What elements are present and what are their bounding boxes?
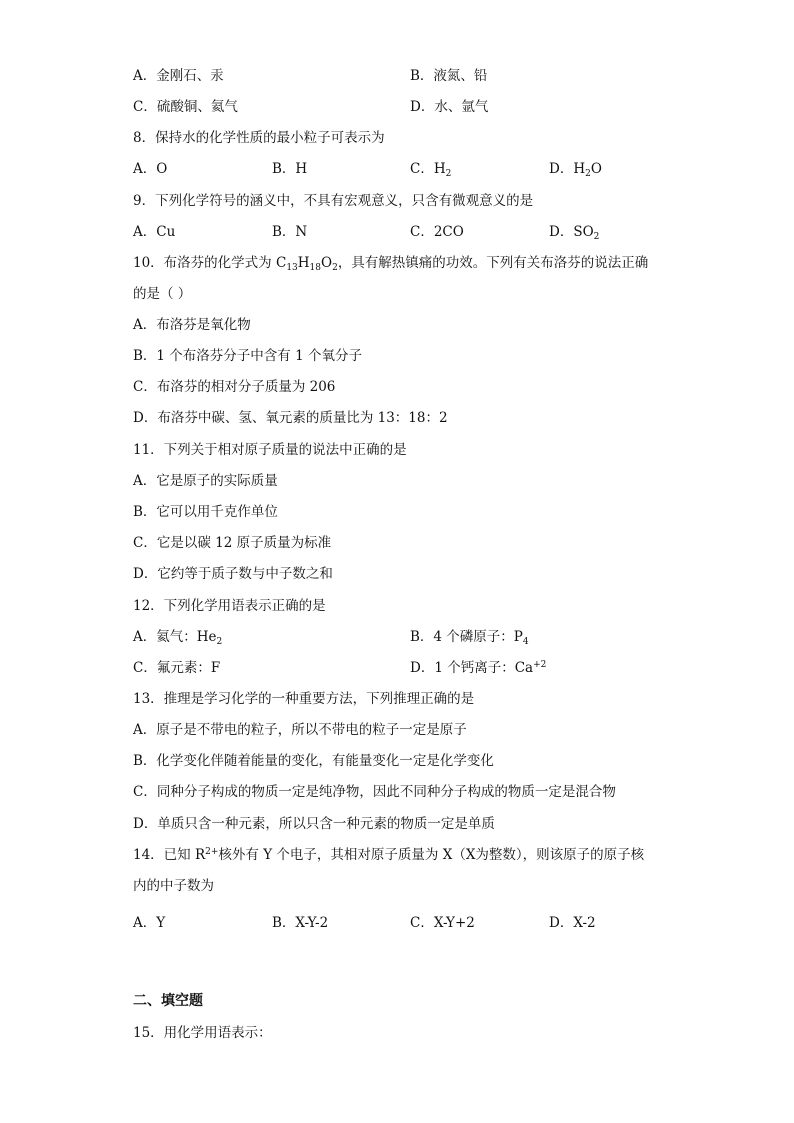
q14-option-c: C．X-Y+2 xyxy=(410,915,475,931)
q8-option-b: B．H xyxy=(272,161,308,177)
q14-stem-line2: 内的中子数为 xyxy=(133,878,214,894)
q12-option-d: D．1 个钙离子：$Ca^{+2}$ xyxy=(410,660,547,676)
q14-option-d: D．X-2 xyxy=(549,915,596,931)
q15-stem: 15．用化学用语表示： xyxy=(133,1025,272,1041)
q7-option-a: A．金刚石、汞 xyxy=(133,68,224,84)
q14-option-a: A．Y xyxy=(133,915,166,931)
q9-option-c: C．2CO xyxy=(410,224,464,240)
q13-option-d: D．单质只含一种元素，所以只含一种元素的物质一定是单质 xyxy=(133,816,495,832)
q14-option-b: B．X-Y-2 xyxy=(272,915,329,931)
q11-option-c: C．它是以碳 12 原子质量为标准 xyxy=(133,535,332,551)
q13-option-c: C．同种分子构成的物质一定是纯净物，因此不同种分子构成的物质一定是混合物 xyxy=(133,784,616,800)
q12-option-b: B．4 个磷原子：$P_4$ xyxy=(410,629,529,647)
q8-option-d: D．$H_2O$ xyxy=(549,161,602,179)
q9-stem: 9．下列化学符号的涵义中，不具有宏观意义，只含有微观意义的是 xyxy=(133,193,534,209)
q10-option-b: B．1 个布洛芬分子中含有 1 个氧分子 xyxy=(133,348,362,364)
q10-option-c: C．布洛芬的相对分子质量为 206 xyxy=(133,379,336,395)
q11-stem: 11．下列关于相对原子质量的说法中正确的是 xyxy=(133,442,407,458)
q12-stem: 12．下列化学用语表示正确的是 xyxy=(133,598,326,614)
q8-option-c: C．$H_2$ xyxy=(410,161,452,179)
q9-option-a: A．Cu xyxy=(133,224,176,240)
q10-option-a: A．布洛芬是氧化物 xyxy=(133,317,251,333)
q10-stem-line2: 的是（ ） xyxy=(133,286,192,302)
q7-option-b: B．液氮、铅 xyxy=(410,68,488,84)
q9-option-d: D．$SO_2$ xyxy=(549,224,600,242)
q11-option-a: A．它是原子的实际质量 xyxy=(133,473,278,489)
q14-stem: 14．已知 $R^{2+}$核外有 Y 个电子，其相对原子质量为 X（X为整数），则该原子的原子核 xyxy=(133,847,645,863)
q7-option-d: D．水、氩气 xyxy=(410,99,489,115)
q10-option-d: D．布洛芬中碳、氢、氧元素的质量比为 13：18：2 xyxy=(133,410,448,426)
q8-stem: 8．保持水的化学性质的最小粒子可表示为 xyxy=(133,130,385,146)
q8-option-a: A．O xyxy=(133,161,168,177)
q9-option-b: B．N xyxy=(272,224,308,240)
q12-option-a: A．氦气：$He_2$ xyxy=(133,629,223,647)
q7-option-c: C．硫酸铜、氦气 xyxy=(133,99,238,115)
q13-option-b: B．化学变化伴随着能量的变化，有能量变化一定是化学变化 xyxy=(133,753,494,769)
q11-option-b: B．它可以用千克作单位 xyxy=(133,504,278,520)
q13-stem: 13．推理是学习化学的一种重要方法，下列推理正确的是 xyxy=(133,691,475,707)
q12-option-c: C．氟元素：F xyxy=(133,660,221,676)
q11-option-d: D．它约等于质子数与中子数之和 xyxy=(133,566,333,582)
q13-option-a: A．原子是不带电的粒子，所以不带电的粒子一定是原子 xyxy=(133,722,467,738)
q10-stem: 10．布洛芬的化学式为 $C_{13}H_{18}O_2$，具有解热镇痛的功效。下列有关布洛芬的说法正确 xyxy=(133,255,649,273)
section-title-fill-in: 二、填空题 xyxy=(133,993,203,1009)
